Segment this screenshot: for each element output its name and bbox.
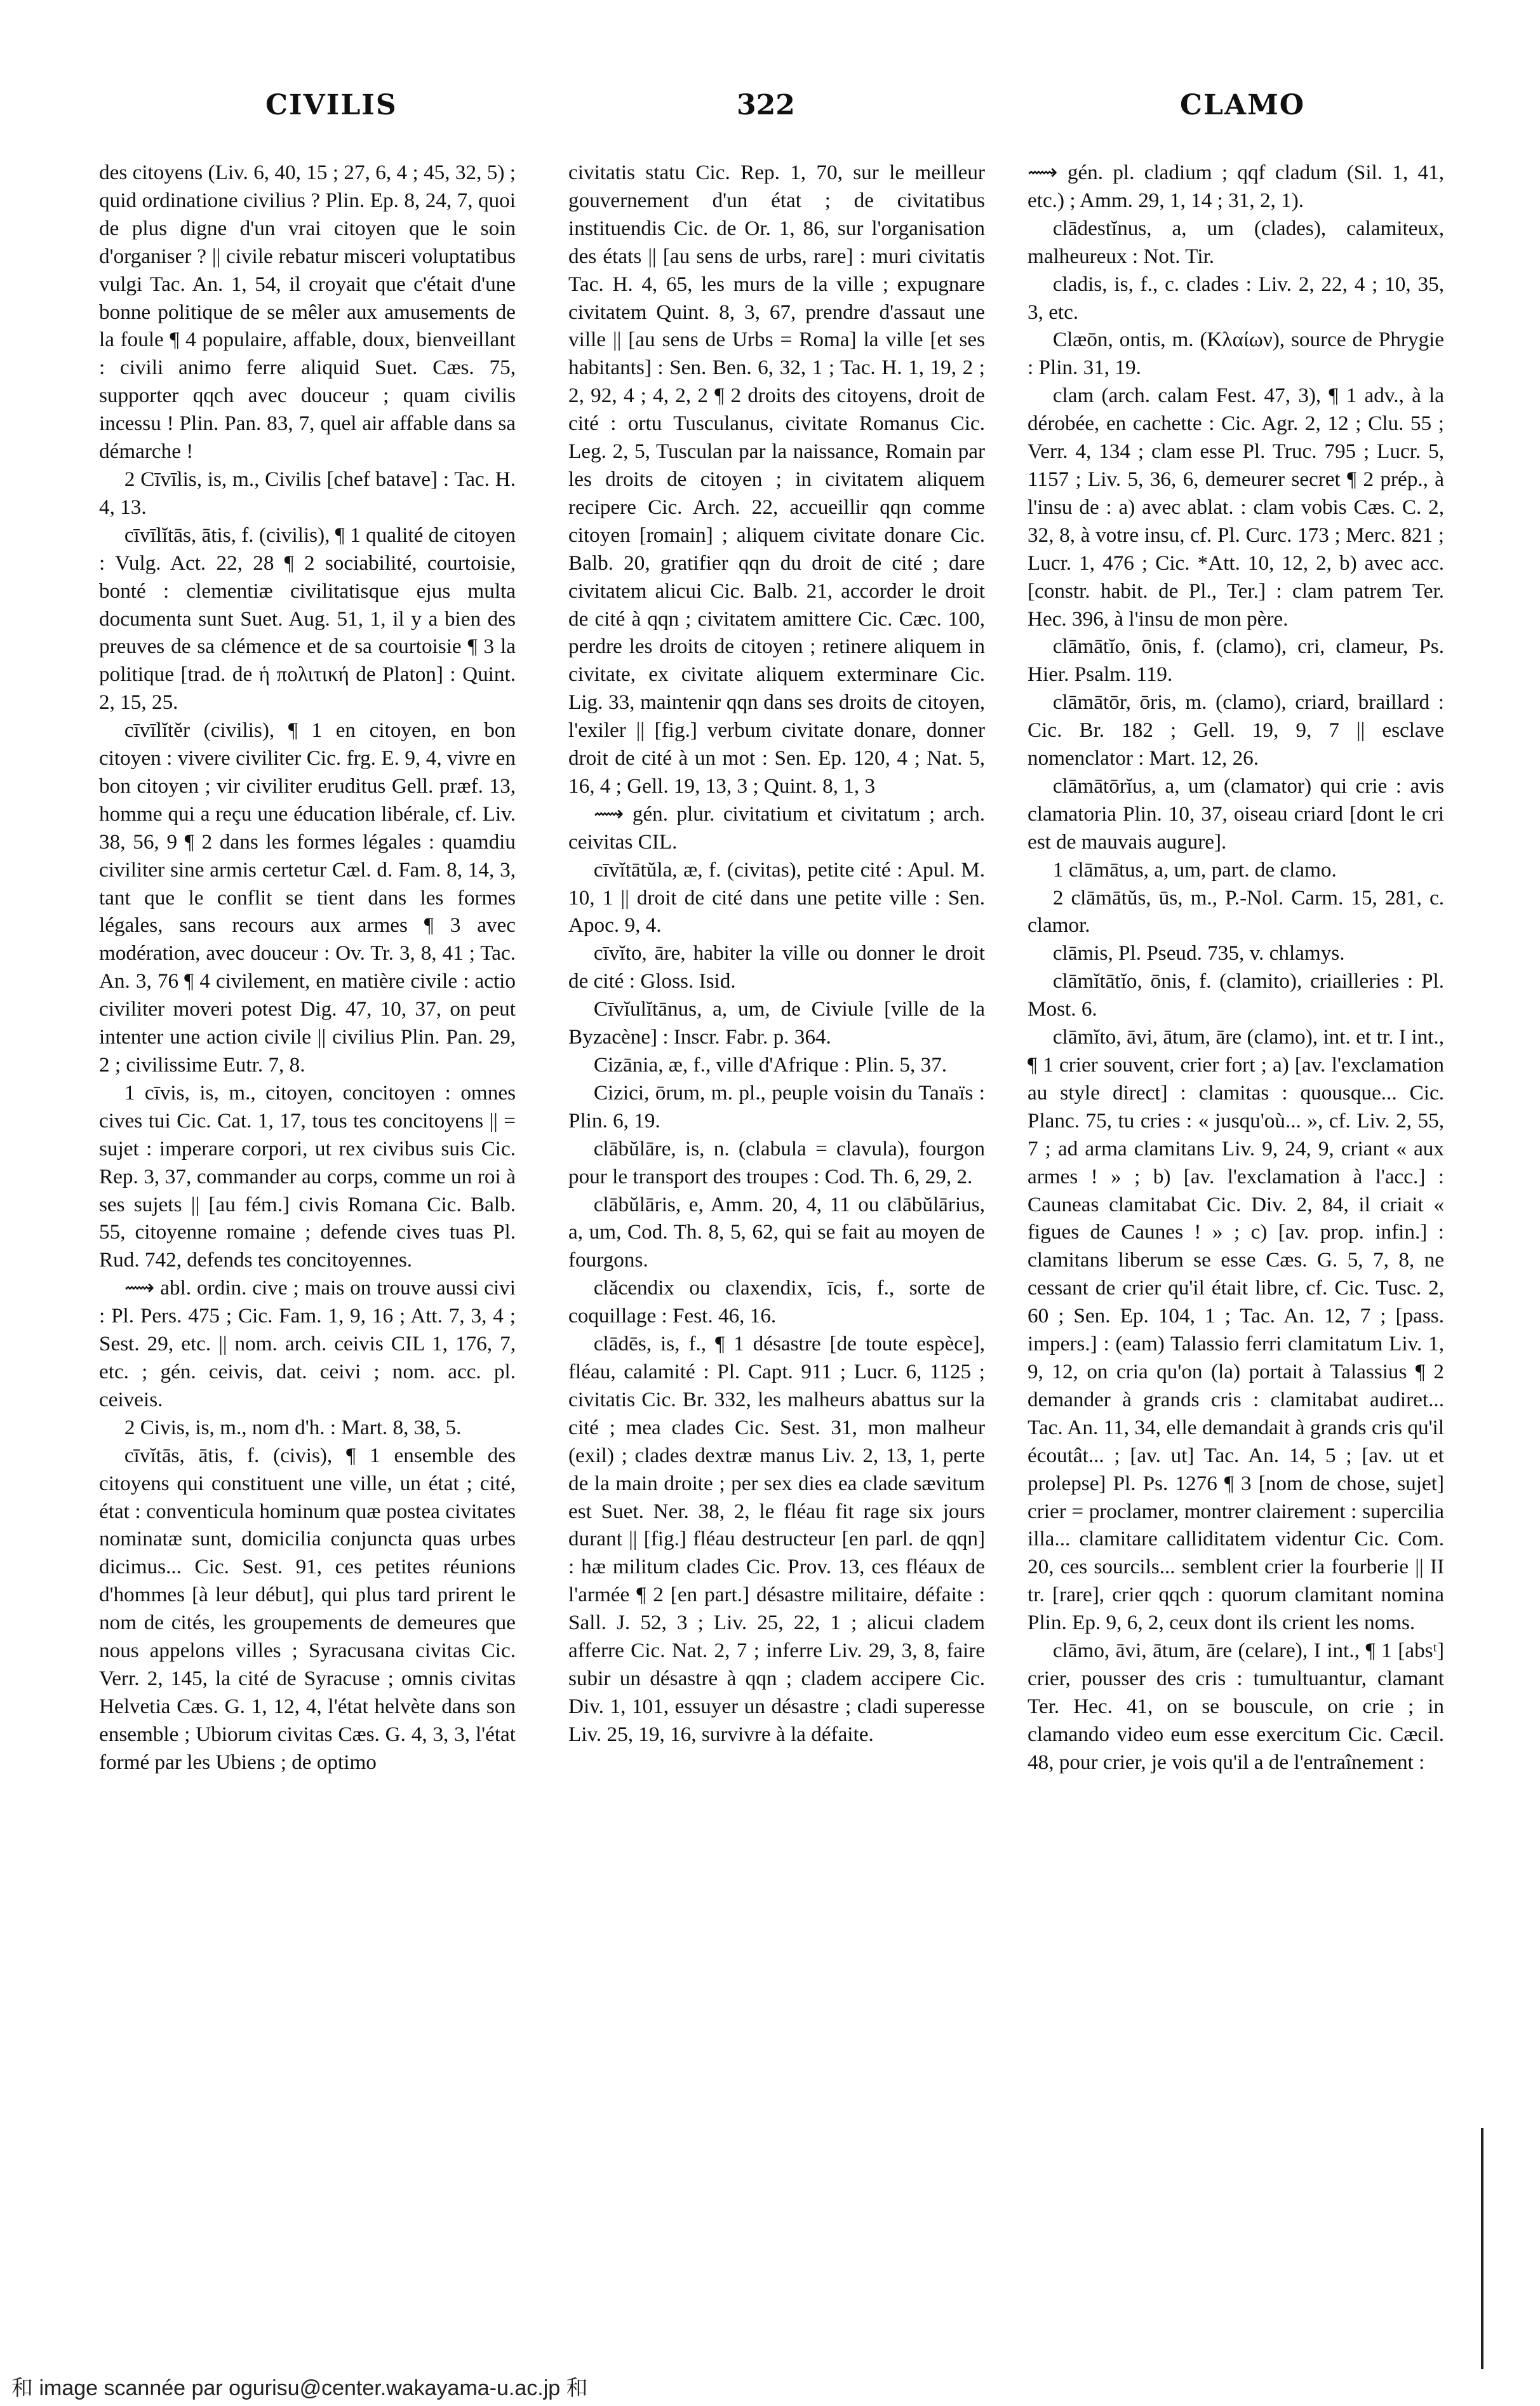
dictionary-entry: clāmātōrĭus, a, um (clamator) qui crie : avis clamatoria Plin. 10, 37, oiseau criard [dont le cri est de mauvais augure]. bbox=[1028, 774, 1444, 854]
dictionary-entry: clāmo, āvi, ātum, āre (celare), I int., ¶ 1 [absᵗ] crier, pousser des cris : tumultuantur, clamant Ter. Hec. 41, on se bouscule, on crie ; in clamando video eum esse exercitum Cic. Cæcil. 48, pour crier, je vois qu'il a de l'entraînement : bbox=[1028, 1639, 1444, 1774]
scan-credit-footer: 和 image scannée par ogurisu@center.wakayama-u.ac.jp 和 bbox=[11, 2376, 588, 2400]
dictionary-entry: ⟿ gén. pl. cladium ; qqf cladum (Sil. 1, 41, etc.) ; Amm. 29, 1, 14 ; 31, 2, 1). bbox=[1028, 161, 1444, 212]
dictionary-entry: Cizānia, æ, f., ville d'Afrique : Plin. 5, 37. bbox=[593, 1053, 947, 1077]
dictionary-entry: clādestĭnus, a, um (clades), calamiteux, malheureux : Not. Tir. bbox=[1028, 216, 1444, 268]
dictionary-entry: 2 clāmātŭs, ūs, m., P.-Nol. Carm. 15, 281, c. clamor. bbox=[1028, 885, 1444, 938]
dictionary-column-2 bbox=[568, 159, 985, 2325]
scan-page-edge bbox=[1481, 2128, 1483, 2369]
dictionary-entry: clăcendix ou claxendix, īcis, f., sorte de coquillage : Fest. 46, 16. bbox=[568, 1276, 985, 1328]
page-header bbox=[0, 89, 1540, 140]
dictionary-entry: cīvīlĭtās, ātis, f. (civilis), ¶ 1 qualité de citoyen : Vulg. Act. 22, 28 ¶ 2 sociabilité, courtoisie, bonté : clementiæ civilitatisque ejus multa documenta sunt Suet. Aug. 51, 1, il y a bien des preuves de sa clémence et de sa courtoisie ¶ 3 la politique [trad. de ἡ πολιτική de Platon] : Quint. 2, 15, 25. bbox=[99, 523, 516, 715]
dictionary-entry: clāmis, Pl. Pseud. 735, v. chlamys. bbox=[1052, 941, 1345, 965]
dictionary-entry: ⟿ abl. ordin. cive ; mais on trouve aussi civi : Pl. Pers. 475 ; Cic. Fam. 1, 9, 16 ; Att. 7, 3, 4 ; Sest. 29, etc. || nom. arch. ceivis CIL 1, 176, 7, etc. ; gén. ceivis, dat. ceivi ; nom. acc. pl. ceiveis. bbox=[99, 1276, 516, 1411]
dictionary-entry: cīvĭto, āre, habiter la ville ou donner le droit de cité : Gloss. Isid. bbox=[568, 941, 985, 993]
dictionary-entry: des citoyens (Liv. 6, 40, 15 ; 27, 6, 4 ; 45, 32, 5) ; quid ordinatione civilius ? Plin. Ep. 8, 24, 7, quoi de plus digne d'un vrai citoyen que le soin d'organiser ? || civile rebatur misceri voluptatibus vulgi Tac. An. 1, 54, il croyait que c'était d'une bonne politique de se mêler aux amusements de la foule ¶ 4 populaire, affable, doux, bienveillant : civili animo ferre aliquid Suet. Cæs. 75, supporter qqch avec douceur ; quam civilis incessu ! Plin. Pan. 83, 7, quel air affable dans sa démarche ! bbox=[99, 161, 516, 464]
dictionary-entry: clāmĭto, āvi, ātum, āre (clamo), int. et tr. I int., ¶ 1 crier souvent, crier fort ; a) [av. l'exclamation au style direct] : clamitas : quousque... Cic. Planc. 75, tu cries : « jusqu'où... », cf. Liv. 2, 55, 7 ; ad arma clamitans Liv. 9, 24, 9, criant « aux armes ! » ; b) [av. l'exclamation à l'acc.] : Cauneas clamitabat Cic. Div. 2, 84, il criait « figues de Caunes ! » ; c) [av. prop. infin.] : clamitans liberum se esse Cæs. G. 5, 7, 8, ne cessant de crier qu'il était libre, cf. Cic. Tusc. 2, 60 ; Sen. Ep. 104, 1 ; Tac. An. 12, 7 ; [pass. impers.] : (eam) Talassio ferri clamitatum Liv. 1, 9, 12, on cria qu'on (la) portait à Talassius ¶ 2 demander à grands cris : clamitabat audiret... Tac. An. 11, 34, elle demandait à grands cris qu'il écoutât... ; [av. ut] Tac. An. 14, 5 ; [av. ut et prolepse] Pl. Ps. 1276 ¶ 3 [nom de chose, sujet] crier = proclamer, montrer clairement : supercilia illa... clamitare calliditatem videntur Cic. Com. 20, ces sourcils... semblent crier la fourberie || II tr. [rare], crier qqch : quorum clamitant nomina Plin. Ep. 9, 6, 2, ceux dont ils crient les noms. bbox=[1028, 1025, 1444, 1635]
dictionary-entry: 2 Cīvīlis, is, m., Civilis [chef batave] : Tac. H. 4, 13. bbox=[99, 467, 516, 519]
dictionary-entry: clābŭlāre, is, n. (clabula = clavula), fourgon pour le transport des troupes : Cod. Th. 6, 29, 2. bbox=[568, 1136, 985, 1188]
dictionary-entry: 2 Civis, is, m., nom d'h. : Mart. 8, 38, 5. bbox=[124, 1415, 462, 1439]
page-number: 322 bbox=[737, 89, 795, 121]
dictionary-entry: civitatis statu Cic. Rep. 1, 70, sur le meilleur gouvernement d'un état ; de civitatibus instituendis Cic. de Or. 1, 86, sur l'organisation des états || [au sens de urbs, rare] : muri civitatis Tac. H. 4, 65, les murs de la ville ; expugnare civitatem Quint. 8, 3, 67, prendre d'assaut une ville || [au sens de Urbs = Roma] la ville [et ses habitants] : Sen. Ben. 6, 32, 1 ; Tac. H. 1, 19, 2 ; 2, 92, 4 ; 4, 2, 2 ¶ 2 droits des citoyens, droit de cité : ortu Tusculanus, civitate Romanus Cic. Leg. 2, 5, Tusculan par la naissance, Romain par les droits de citoyen ; in civitatem aliquem recipere Cic. Arch. 22, accueillir qqn comme citoyen [romain] ; aliquem civitate donare Cic. Balb. 20, gratifier qqn du droit de cité ; dare civitatem alicui Cic. Balb. 21, accorder le droit de cité à qqn ; civitatem amittere Cic. Cæc. 100, perdre les droits de citoyen ; retinere aliquem in civitate, ex civitate aliquem exterminare Cic. Lig. 33, maintenir qqn dans ses droits de citoyen, l'exiler || [fig.] verbum civitate donare, donner droit de cité à un mot : Sen. Ep. 120, 4 ; Nat. 5, 16, 4 ; Gell. 19, 13, 3 ; Quint. 8, 1, 3 bbox=[568, 161, 985, 798]
dictionary-entry: cīvĭtās, ātis, f. (civis), ¶ 1 ensemble des citoyens qui constituent une ville, un état ; cité, état : conventicula hominum quæ postea civitates nominatæ sunt, domicilia conjuncta quas urbes dicimus... Cic. Sest. 91, ces petites réunions d'hommes [à leur début], qui plus tard prirent le nom de cités, les groupements de demeures que nous appelons villes ; Syracusana civitas Cic. Verr. 2, 145, la cité de Syracuse ; omnis civitas Helvetia Cæs. G. 1, 12, 4, l'état helvète dans son ensemble ; Ubiorum civitas Cæs. G. 4, 3, 3, l'état formé par les Ubiens ; de optimo bbox=[99, 1443, 516, 1774]
dictionary-entry: clam (arch. calam Fest. 47, 3), ¶ 1 adv., à la dérobée, en cachette : Cic. Agr. 2, 12 ; Clu. 55 ; Verr. 4, 134 ; clam esse Pl. Truc. 795 ; Lucr. 5, 1157 ; Liv. 5, 36, 6, demeurer secret ¶ 2 prép., à l'insu de : a) avec ablat. : clam vobis Cæs. C. 2, 32, 8, à votre insu, cf. Pl. Curc. 173 ; Merc. 821 ; Lucr. 1, 476 ; Cic. *Att. 10, 12, 2, b) avec acc. [constr. habit. de Pl., Ter.] : clam patrem Ter. Hec. 396, à l'insu de mon père. bbox=[1028, 384, 1444, 631]
dictionary-entry: clāmātĭo, ōnis, f. (clamo), cri, clameur, Ps. Hier. Psalm. 119. bbox=[1028, 635, 1444, 687]
dictionary-entry: Cīvĭulĭtānus, a, um, de Civiule [ville de la Byzacène] : Inscr. Fabr. p. 364. bbox=[568, 997, 985, 1049]
dictionary-entry: 1 cīvis, is, m., citoyen, concitoyen : omnes cives tui Cic. Cat. 1, 17, tous tes concitoyens || = sujet : imperare corpori, ut rex civibus suis Cic. Rep. 3, 37, commander au corps, comme un roi à ses sujets || [au fém.] civis Romana Cic. Balb. 55, citoyenne romaine ; defende cives tuas Pl. Rud. 742, defends tes concitoyennes. bbox=[99, 1080, 516, 1272]
dictionary-entry: Cizici, ōrum, m. pl., peuple voisin du Tanaïs : Plin. 6, 19. bbox=[568, 1080, 985, 1132]
dictionary-column-3 bbox=[1028, 159, 1444, 2325]
dictionary-entry: 1 clāmātus, a, um, part. de clamo. bbox=[1052, 857, 1337, 882]
dictionary-entry: cladis, is, f., c. clades : Liv. 2, 22, 4 ; 10, 35, 3, etc. bbox=[1028, 272, 1444, 324]
dictionary-entry: clāmātōr, ōris, m. (clamo), criard, braillard : Cic. Br. 182 ; Gell. 19, 9, 7 || esclave nomenclator : Mart. 12, 26. bbox=[1028, 690, 1444, 770]
dictionary-entry: clāmĭtātĭo, ōnis, f. (clamito), criailleries : Pl. Most. 6. bbox=[1028, 969, 1444, 1021]
dictionary-entry: cīvĭtātŭla, æ, f. (civitas), petite cité : Apul. M. 10, 1 || droit de cité dans une petite ville : Sen. Apoc. 9, 4. bbox=[568, 857, 985, 938]
dictionary-entry: cīvīlĭtĕr (civilis), ¶ 1 en citoyen, en bon citoyen : vivere civiliter Cic. frg. E. 9, 4, vivre en bon citoyen ; vir civiliter eruditus Gell. præf. 13, homme qui a reçu une éducation libérale, cf. Liv. 38, 56, 9 ¶ 2 dans les formes légales : quamdiu civiliter sine armis certetur Cæl. d. Fam. 8, 14, 3, tant que le conflit se tient dans les formes légales, sans recours aux armes ¶ 3 avec modération, avec douceur : Ov. Tr. 3, 8, 41 ; Tac. An. 3, 76 ¶ 4 civilement, en matière civile : actio civiliter moveri potest Dig. 47, 10, 37, on peut intenter une action civile || civilius Plin. Pan. 29, 2 ; civilissime Eutr. 7, 8. bbox=[99, 718, 516, 1077]
dictionary-column-1 bbox=[99, 159, 516, 2325]
dictionary-entry: clābŭlāris, e, Amm. 20, 4, 11 ou clābŭlārius, a, um, Cod. Th. 8, 5, 62, qui se fait au moyen de fourgons. bbox=[568, 1192, 985, 1272]
dictionary-entry: clādēs, is, f., ¶ 1 désastre [de toute espèce], fléau, calamité : Pl. Capt. 911 ; Lucr. 6, 1125 ; civitatis Cic. Br. 332, les malheurs abattus sur la cité ; mea clades Cic. Sest. 31, mon malheur (exil) ; clades dextræ manus Liv. 2, 13, 1, perte de la main droite ; per sex dies ea clade sævitum est Suet. Ner. 38, 2, le fléau fit rage six jours durant || [fig.] fléau destructeur [en parl. de qqn] : hæ militum clades Cic. Prov. 13, ces fléaux de l'armée ¶ 2 [en part.] désastre militaire, défaite : Sall. J. 52, 3 ; Liv. 25, 22, 1 ; alicui cladem afferre Cic. Nat. 2, 7 ; inferre Liv. 29, 3, 8, faire subir un désastre à qqn ; cladem accipere Cic. Div. 1, 101, essuyer un désastre ; cladi superesse Liv. 25, 19, 16, survivre à la défaite. bbox=[568, 1332, 985, 1746]
dictionary-entry: Clæōn, ontis, m. (Κλαίων), source de Phrygie : Plin. 31, 19. bbox=[1028, 328, 1444, 380]
dictionary-entry: ⟿ gén. plur. civitatium et civitatum ; arch. ceivitas CIL. bbox=[568, 802, 985, 854]
running-head-last-word: CLAMO bbox=[1180, 89, 1306, 121]
running-head-first-word: CIVILIS bbox=[265, 89, 398, 121]
